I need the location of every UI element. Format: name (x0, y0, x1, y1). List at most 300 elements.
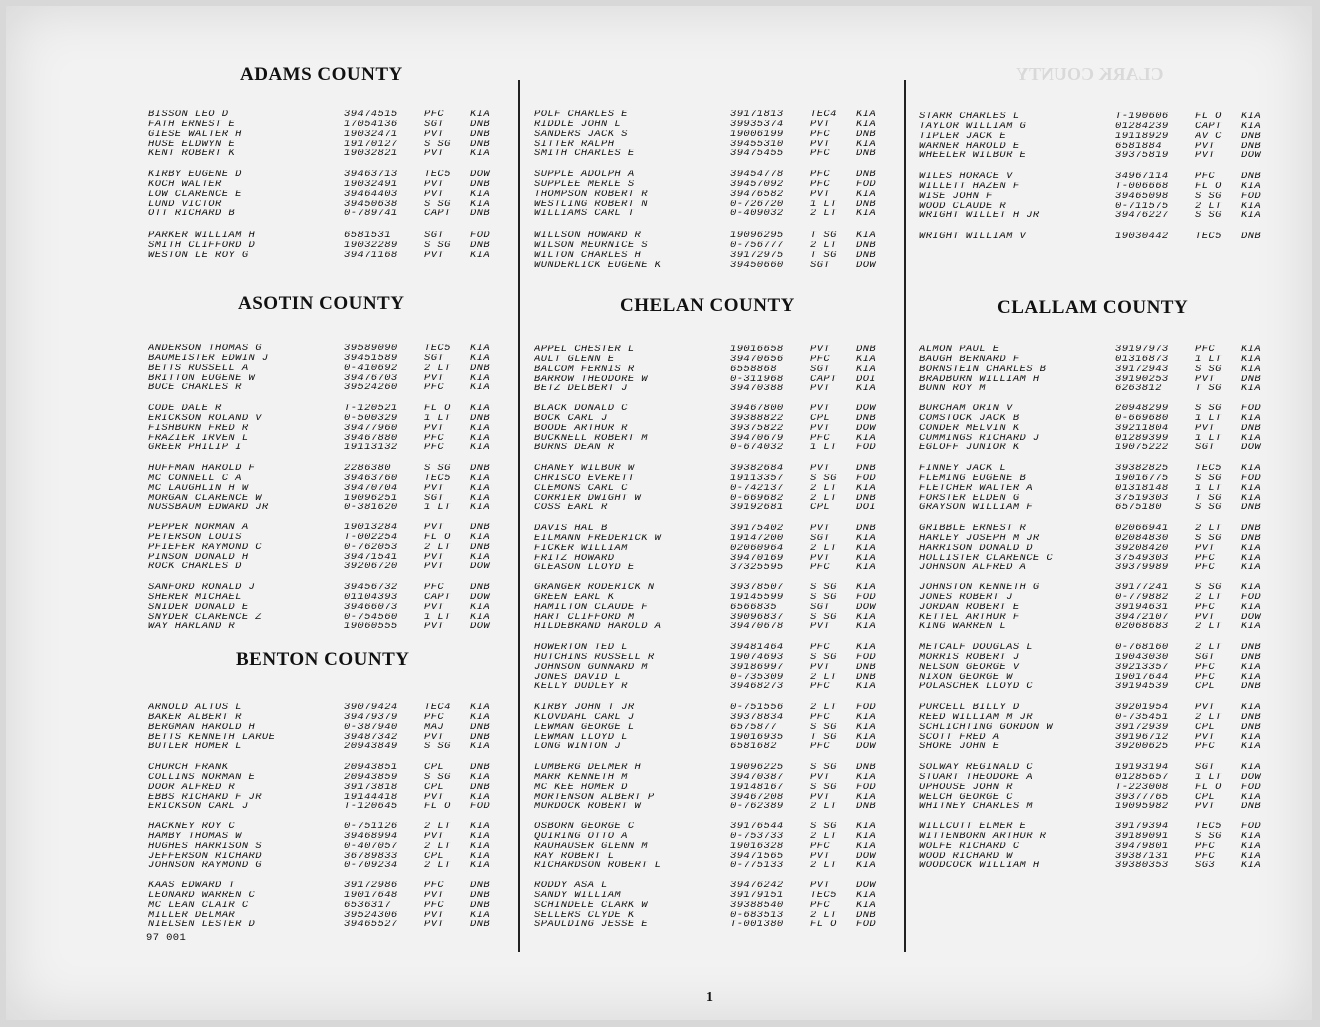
name: KAAS EDWARD T (148, 881, 236, 891)
entry-group (919, 345, 1281, 394)
status: DOW (470, 562, 491, 572)
casualty-row (148, 180, 510, 189)
serial-number: 39171813 (730, 110, 784, 120)
casualty-row (148, 404, 510, 413)
casualty-row (534, 881, 896, 890)
casualty-row (919, 434, 1281, 443)
casualty-row (148, 190, 510, 199)
status: KIA (856, 231, 877, 241)
status: KIA (856, 901, 877, 911)
serial-number: 19118929 (1115, 132, 1169, 142)
casualty-row (534, 524, 896, 533)
casualty-row (919, 484, 1281, 493)
rank: CAPT (424, 593, 451, 603)
name: WHITNEY CHARLES M (919, 802, 1033, 812)
casualty-row (919, 504, 1281, 513)
rank: PVT (424, 562, 445, 572)
name: LOW CLARENCE E (148, 190, 242, 200)
name: KING WARREN L (919, 622, 1007, 632)
casualty-row (919, 593, 1281, 602)
name: SNIDER DONALD E (148, 603, 249, 613)
casualty-row (148, 354, 510, 363)
serial-number: 39463713 (344, 170, 398, 180)
name: PEPPER NORMAN A (148, 523, 249, 533)
serial-number: 39935374 (730, 120, 784, 130)
casualty-row (148, 803, 510, 812)
name: JONES ROBERT J (919, 593, 1013, 603)
rank: FL O (1195, 182, 1222, 192)
status: KIA (470, 703, 491, 713)
serial-number: 39211804 (1115, 424, 1169, 434)
casualty-row (919, 723, 1281, 732)
rank: PVT (424, 373, 445, 383)
rank: 2 LT (1195, 201, 1222, 211)
serial-number: 02084830 (1115, 534, 1169, 544)
casualty-row (148, 743, 510, 752)
rank: SG3 (1195, 861, 1216, 871)
rank: 2 LT (810, 832, 837, 842)
entry-group (919, 583, 1281, 632)
column-divider-2 (904, 80, 906, 952)
status: KIA (856, 713, 877, 723)
name: FATH ERNEST E (148, 120, 236, 130)
status: KIA (1241, 553, 1262, 563)
serial-number: 0-410692 (344, 364, 398, 374)
status: DNB (856, 414, 877, 424)
name: WILLIAMS CARL T (534, 209, 635, 219)
serial-number: 19030442 (1115, 232, 1169, 242)
serial-number: 19016935 (730, 732, 784, 742)
rank: 2 LT (1195, 622, 1222, 632)
serial-number: 39467880 (344, 433, 398, 443)
serial-number: 19096295 (730, 231, 784, 241)
name: WOLFE RICHARD C (919, 842, 1020, 852)
casualty-row (534, 673, 896, 682)
casualty-row (919, 122, 1281, 131)
serial-number: 19017648 (344, 891, 398, 901)
rank: 2 LT (810, 484, 837, 494)
rank: PFC (810, 643, 831, 653)
name: SMITH CHARLES E (534, 149, 635, 159)
name: JEFFERSON RICHARD (148, 851, 262, 861)
name: WILLSON HOWARD R (534, 231, 642, 241)
rank: T SG (1195, 493, 1222, 503)
status: DNB (470, 241, 491, 251)
casualty-row (919, 202, 1281, 211)
casualty-row (534, 251, 896, 260)
status: KIA (470, 199, 491, 209)
casualty-row (148, 901, 510, 910)
rank: CPL (424, 783, 445, 793)
serial-number: 39179151 (730, 891, 784, 901)
serial-number: 39194539 (1115, 682, 1169, 692)
casualty-row (534, 921, 896, 930)
name: JOHNSON GUNNARD M (534, 663, 648, 673)
name: BURNS DEAN R (534, 443, 615, 453)
serial-number: 39378507 (730, 583, 784, 593)
status: DNB (1241, 524, 1262, 534)
casualty-row (534, 683, 896, 692)
casualty-row (148, 170, 510, 179)
name: COSS EARL R (534, 503, 608, 513)
rank: S SG (810, 593, 837, 603)
serial-number: 39471565 (730, 851, 784, 861)
name: BAUMEISTER EDWIN J (148, 354, 269, 364)
rank: 2 LT (1195, 713, 1222, 723)
serial-number: 01285657 (1115, 773, 1169, 783)
status: KIA (856, 120, 877, 130)
rank: PFC (424, 110, 445, 120)
rank: PVT (1195, 732, 1216, 742)
rank: PVT (1195, 424, 1216, 434)
name: BAUGH BERNARD F (919, 355, 1020, 365)
rank: CPL (424, 851, 445, 861)
serial-number: 39463760 (344, 474, 398, 484)
rank: PFC (810, 149, 831, 159)
name: HACKNEY ROY C (148, 822, 236, 832)
entry-group (148, 231, 510, 261)
status: DNB (856, 524, 877, 534)
rank: FL O (424, 533, 451, 543)
status: KIA (470, 424, 491, 434)
casualty-row (534, 544, 896, 553)
serial-number: 39468994 (344, 832, 398, 842)
status: KIA (1241, 622, 1262, 632)
rank: TEC5 (1195, 822, 1222, 832)
name: WAY HARLAND R (148, 622, 236, 632)
name: FRITZ HOWARD (534, 553, 615, 563)
status: DOW (1241, 151, 1262, 161)
name: BURCHAM ORIN V (919, 404, 1013, 414)
name: SPAULDING JESSE E (534, 920, 648, 930)
name: BRADBURN WILLIAM H (919, 374, 1040, 384)
serial-number: 39470678 (730, 622, 784, 632)
rank: FL O (810, 920, 837, 930)
casualty-row (148, 110, 510, 119)
name: SHORE JOHN E (919, 742, 1000, 752)
rank: PVT (810, 404, 831, 414)
name: WRIGHT WILLIAM V (919, 232, 1027, 242)
status: DNB (470, 901, 491, 911)
serial-number: 19060555 (344, 622, 398, 632)
name: FORSTER ELDEN G (919, 493, 1020, 503)
name: MORRIS ROBERT J (919, 653, 1020, 663)
name: HART CLIFFORD M (534, 612, 635, 622)
status: DNB (856, 910, 877, 920)
status: DNB (856, 464, 877, 474)
status: DNB (470, 414, 491, 424)
serial-number: 39457092 (730, 180, 784, 190)
serial-number: 17054136 (344, 120, 398, 130)
status: KIA (470, 251, 491, 261)
name: SELLERS CLYDE K (534, 910, 635, 920)
rank: PVT (424, 792, 445, 802)
name: PURCELL BILLY D (919, 703, 1020, 713)
name: KELLY DUDLEY R (534, 682, 628, 692)
status: DNB (470, 763, 491, 773)
rank: FL O (424, 404, 451, 414)
rank: PFC (810, 842, 831, 852)
entry-group (148, 404, 510, 453)
name: CLEMONS CARL C (534, 484, 628, 494)
rank: S SG (424, 199, 451, 209)
status: KIA (856, 891, 877, 901)
casualty-row (919, 862, 1281, 871)
status: KIA (470, 110, 491, 120)
status: KIA (856, 622, 877, 632)
status: FOD (1241, 822, 1262, 832)
entry-group (534, 763, 896, 812)
status: DNB (1241, 723, 1262, 733)
serial-number: 37549303 (1115, 553, 1169, 563)
rank: PVT (424, 523, 445, 533)
status: KIA (856, 355, 877, 365)
casualty-row (534, 643, 896, 652)
casualty-row (919, 822, 1281, 831)
status: KIA (1241, 563, 1262, 573)
serial-number: 39479801 (1115, 842, 1169, 852)
name: FLEMING EUGENE B (919, 474, 1027, 484)
name: WUNDERLICK EUGENE K (534, 260, 662, 270)
status: DNB (470, 464, 491, 474)
serial-number: 39450660 (730, 260, 784, 270)
name: NIXON GEORGE W (919, 672, 1013, 682)
casualty-row (534, 261, 896, 270)
name: SCHLICHTING GORDON W (919, 723, 1054, 733)
status: KIA (1241, 544, 1262, 554)
status: KIA (856, 544, 877, 554)
status: KIA (856, 643, 877, 653)
serial-number: 39470704 (344, 484, 398, 494)
rank: PVT (1195, 802, 1216, 812)
casualty-row (534, 852, 896, 861)
status: KIA (470, 344, 491, 354)
casualty-row (148, 763, 510, 772)
serial-number: 19032289 (344, 241, 398, 251)
serial-number: 01284239 (1115, 122, 1169, 132)
name: FICKER WILLIAM (534, 544, 628, 554)
rank: S SG (1195, 404, 1222, 414)
casualty-row (919, 375, 1281, 384)
status: KIA (856, 612, 877, 622)
serial-number: 39201954 (1115, 703, 1169, 713)
name: ROCK CHARLES D (148, 562, 242, 572)
rank: 2 LT (810, 544, 837, 554)
rank: S SG (424, 464, 451, 474)
status: KIA (470, 773, 491, 783)
serial-number: 19144418 (344, 792, 398, 802)
rank: CPL (1195, 682, 1216, 692)
status: DNB (470, 920, 491, 930)
rank: S SG (810, 763, 837, 773)
casualty-row (534, 180, 896, 189)
serial-number: 39176544 (730, 822, 784, 832)
serial-number: 02068683 (1115, 622, 1169, 632)
serial-number: 39468273 (730, 682, 784, 692)
serial-number: 0-779882 (1115, 593, 1169, 603)
name: NUSSBAUM EDWARD JR (148, 503, 269, 513)
casualty-row (534, 554, 896, 563)
rank: 1 LT (424, 503, 451, 513)
serial-number: 19016658 (730, 345, 784, 355)
status: FOD (470, 231, 491, 241)
serial-number: 19075222 (1115, 443, 1169, 453)
serial-number: 39175402 (730, 524, 784, 534)
name: BORNSTEIN CHARLES B (919, 365, 1047, 375)
rank: SGT (810, 534, 831, 544)
serial-number: 39471541 (344, 552, 398, 562)
serial-number: 39375819 (1115, 151, 1169, 161)
serial-number: 0-742137 (730, 484, 784, 494)
rank: PVT (424, 910, 445, 920)
serial-number: T-190606 (1115, 112, 1169, 122)
status: FOD (1241, 474, 1262, 484)
rank: 2 LT (810, 493, 837, 503)
serial-number: 19148167 (730, 783, 784, 793)
casualty-row (148, 852, 510, 861)
casualty-row (148, 474, 510, 483)
rank: PFC (1195, 851, 1216, 861)
name: GLEASON LLOYD E (534, 563, 635, 573)
status: DOW (856, 742, 877, 752)
rank: PVT (810, 622, 831, 632)
casualty-row (534, 773, 896, 782)
status: KIA (1241, 603, 1262, 613)
serial-number: 39173818 (344, 783, 398, 793)
name: ERICKSON CARL J (148, 802, 249, 812)
rank: PVT (1195, 612, 1216, 622)
serial-number: 0-762389 (730, 802, 784, 812)
serial-number: 6566835 (730, 603, 777, 613)
name: MORGAN CLARENCE W (148, 493, 262, 503)
name: MC LAUGHLIN H W (148, 484, 249, 494)
serial-number: 19016328 (730, 842, 784, 852)
casualty-row (148, 140, 510, 149)
serial-number: 39472107 (1115, 612, 1169, 622)
name: WESTON LE ROY G (148, 251, 249, 261)
serial-number: 01318148 (1115, 484, 1169, 494)
rank: PFC (1195, 672, 1216, 682)
status: KIA (856, 534, 877, 544)
status: KIA (1241, 112, 1262, 122)
casualty-row (534, 603, 896, 612)
entry-group (534, 524, 896, 573)
serial-number: 0-775133 (730, 861, 784, 871)
casualty-row (534, 534, 896, 543)
name: TIPLER JACK E (919, 132, 1007, 142)
name: SCOTT FRED A (919, 732, 1000, 742)
casualty-row (534, 365, 896, 374)
rank: PVT (810, 424, 831, 434)
name: WOODCOCK WILLIAM H (919, 861, 1040, 871)
status: KIA (856, 433, 877, 443)
serial-number: 20943851 (344, 763, 398, 773)
status: DNB (856, 802, 877, 812)
name: WILTON CHARLES H (534, 251, 642, 261)
serial-number: 2286380 (344, 464, 391, 474)
rank: 1 LT (1195, 355, 1222, 365)
rank: T SG (810, 732, 837, 742)
casualty-row (919, 345, 1281, 354)
status: DNB (1241, 534, 1262, 544)
name: ERICKSON ROLAND V (148, 414, 262, 424)
casualty-row (148, 832, 510, 841)
name: GREEN EARL K (534, 593, 615, 603)
serial-number: 19095982 (1115, 802, 1169, 812)
name: OSBORN GEORGE C (534, 822, 635, 832)
rank: FL O (424, 802, 451, 812)
status: KIA (470, 474, 491, 484)
status: KIA (470, 433, 491, 443)
name: RODDY ASA L (534, 881, 608, 891)
status: KIA (470, 910, 491, 920)
rank: S SG (810, 653, 837, 663)
rank: S SG (424, 139, 451, 149)
status: KIA (856, 682, 877, 692)
entry-group (534, 345, 896, 394)
rank: S SG (1195, 832, 1222, 842)
entry-group (148, 523, 510, 572)
name: WRIGHT WILLET H JR (919, 211, 1040, 221)
casualty-row (148, 773, 510, 782)
casualty-row (148, 553, 510, 562)
status: KIA (1241, 433, 1262, 443)
name: RICHARDSON ROBERT L (534, 861, 662, 871)
casualty-row (534, 564, 896, 573)
rank: 2 LT (424, 543, 451, 553)
name: HUFFMAN HAROLD F (148, 464, 256, 474)
rank: S SG (1195, 534, 1222, 544)
rank: 1 LT (810, 443, 837, 453)
name: COLLINS NORMAN E (148, 773, 256, 783)
status: KIA (856, 553, 877, 563)
status: KIA (470, 832, 491, 842)
entry-group (534, 583, 896, 632)
status: DNB (470, 891, 491, 901)
status: DNB (1241, 172, 1262, 182)
serial-number: 19193194 (1115, 763, 1169, 773)
casualty-row (148, 613, 510, 622)
serial-number: 39190253 (1115, 374, 1169, 384)
serial-number: 39387131 (1115, 851, 1169, 861)
serial-number: 19113357 (730, 474, 784, 484)
rank: S SG (1195, 583, 1222, 593)
status: DNB (856, 345, 877, 355)
casualty-row (148, 414, 510, 423)
entry-group (919, 232, 1281, 242)
serial-number: 0-754560 (344, 612, 398, 622)
rank: SGT (424, 231, 445, 241)
rank: PFC (424, 383, 445, 393)
serial-number: 0-409032 (730, 209, 784, 219)
status: DNB (470, 523, 491, 533)
serial-number: T-223008 (1115, 783, 1169, 793)
rank: TEC5 (810, 891, 837, 901)
status: KIA (470, 493, 491, 503)
rank: SGT (1195, 653, 1216, 663)
name: GRAYSON WILLIAM F (919, 503, 1033, 513)
status: DNB (856, 663, 877, 673)
serial-number: 39454778 (730, 170, 784, 180)
casualty-row (919, 643, 1281, 652)
serial-number: 39455310 (730, 139, 784, 149)
rank: PFC (810, 713, 831, 723)
casualty-row (148, 444, 510, 453)
status: KIA (470, 190, 491, 200)
serial-number: 0-669680 (1115, 414, 1169, 424)
status: KIA (856, 792, 877, 802)
status: KIA (856, 832, 877, 842)
